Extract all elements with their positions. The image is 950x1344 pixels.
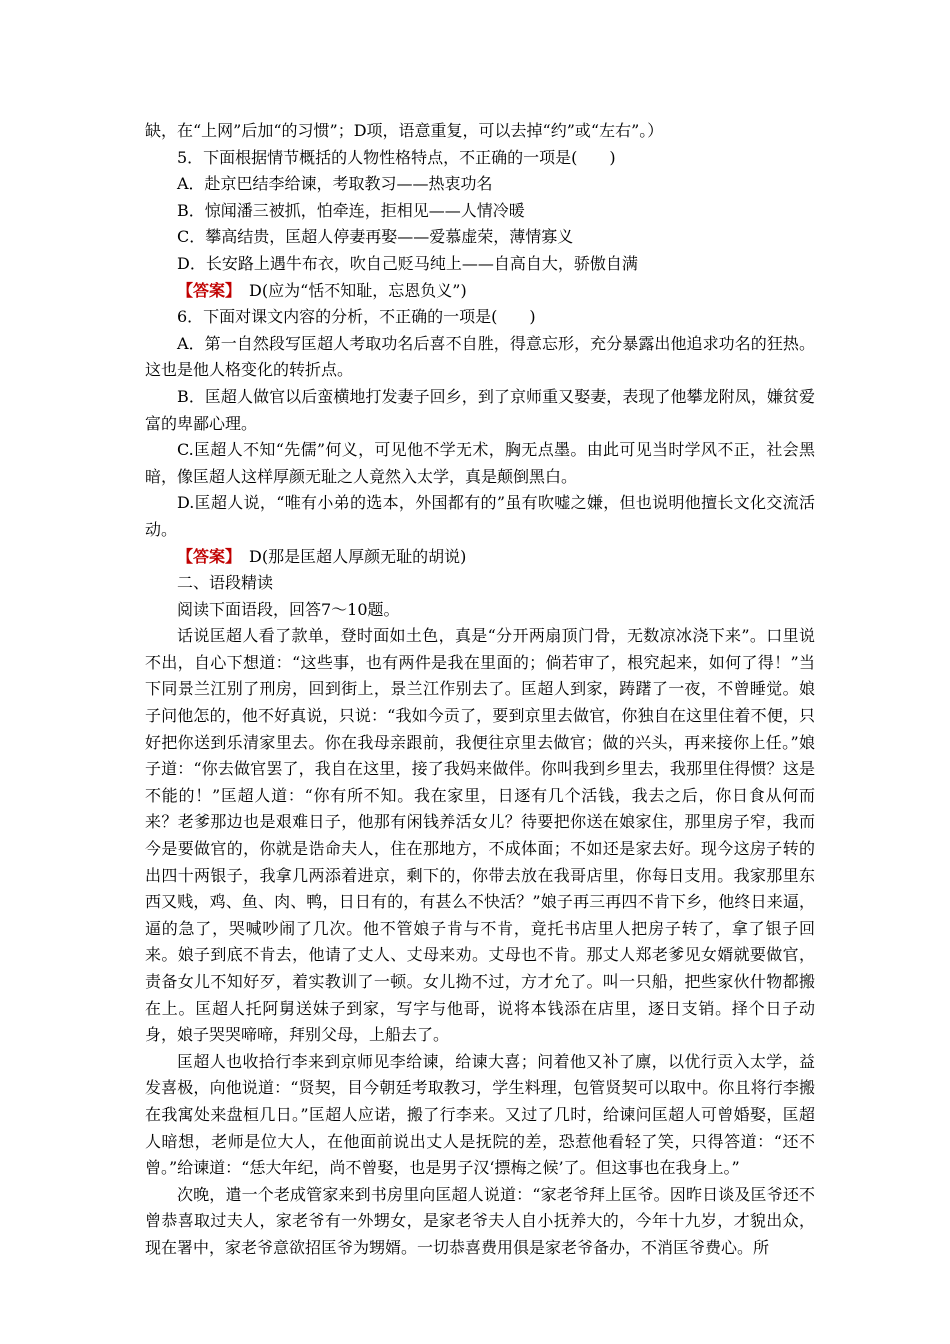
question-5-option-d: D．长安路上遇牛布衣，吹自己贬马纯上——自高自大，骄傲自满 [177,253,638,273]
reading-instruction: 阅读下面语段，回答7～10题。 [177,599,400,619]
passage-paragraph-1: 话说匡超人看了款单，登时面如土色，真是“分开两扇顶门骨，无数凉冰浇下来”。口里说不出，自心下想道：“这些事，也有两件是我在里面的；倘若审了，根究起来，如何了得！”当下同景兰江别了刑房，回到街上，景兰江作别去了。匡超人到家，踌躇了一夜，不曾睡觉。娘子问他怎的，他不好真说，只说：“我如今贡了，要到京里去做官，你独自在这里住着不便，只好把你送到乐清家里去。你在我母亲跟前，我便往京里去做官；做的兴头，再来接你上任。”娘子道：“你去做官罢了，我自在这里，接了我妈来做伴。你叫我到乡里去，我那里住得惯？这是不能的！”匡超人道：“你有所不知。我在家里，日逐有几个活钱，我去之后，你日食从何而来？老爹那边也是艰难日子，他那有闲钱养活女儿？待要把你送在娘家住，那里房子窄，我而今是要做官的，你就是诰命夫人，住在那地方，不成体面；不如还是家去好。现今这房子转的出四十两银子，我拿几两添着进京，剩下的，你带去放在我哥店里，你每日支用。我家那里东西又贱，鸡、鱼、肉、鸭，日日有的，有甚么不快活？”娘子再三再四不肯下乡，他终日来逼，逼的急了，哭喊吵闹了几次。他不管娘子肯与不肯，竟托书店里人把房子转了，拿了银子回来。娘子到底不肯去，他请了丈人、丈母来劝。丈母也不肯。那丈人郑老爹见女婿就要做官，责备女儿不知好歹，着实教训了一顿。女儿拗不过，方才允了。叫一只船，把些家伙什物都搬在上。匡超人托阿舅送妹子到家，写字与他哥，说将本钱添在店里，逐日支销。择个日子动身，娘子哭哭啼啼，拜别父母，上船去了。 [145,626,815,1045]
question-6-option-a: A．第一自然段写匡超人考取功名后喜不自胜，得意忘形，充分暴露出他追求功名的狂热。这也是他人格变化的转折点。 [145,333,815,380]
question-5-option-b: B．惊闻潘三被抓，怕牵连，拒相见——人情冷暖 [177,200,525,220]
question-6: 6．下面对课文内容的分析，不正确的一项是( ) [177,307,536,327]
passage-paragraph-3: 次晚，遣一个老成管家来到书房里向匡超人说道：“家老爷拜上匡爷。因昨日谈及匡爷还不曾恭喜取过夫人，家老爷有一外甥女，是家老爷夫人自小抚养大的，今年十九岁，才貌出众，现在署中，家老爷意欲招匡爷为甥婿。一切恭喜费用俱是家老爷备办，不消匡爷费心。所 [145,1184,815,1257]
answer-6-text: D(那是匡超人厚颜无耻的胡说) [233,546,467,566]
answer-label: 【答案】 [177,546,234,566]
question-6-option-c: C.匡超人不知“先儒”何义，可见他不学无术，胸无点墨。由此可见当时学风不正，社会黑暗，像匡超人这样厚颜无耻之人竟然入太学，真是颠倒黑白。 [145,440,815,486]
question-5: 5．下面根据情节概括的人物性格特点，不正确的一项是( ) [177,147,616,167]
answer-6 [145,544,815,571]
answer-5-text: D(应为“恬不知耻，忘恩负义”) [233,280,467,300]
text-line-carryover: 缺，在“上网”后加“的习惯”；D项，语意重复，可以去掉“约”或“左右”。） [145,121,664,140]
answer-label: 【答案】 [177,280,234,300]
question-5-option-a: A．赴京巴结李给谏，考取教习——热衷功名 [177,174,493,194]
answer-5 [145,278,815,305]
passage-paragraph-2: 匡超人也收拾行李来到京师见李给谏，给谏大喜；问着他又补了廪，以优行贡入太学，益发喜极，向他说道：“贤契，目今朝廷考取教习，学生料理，包管贤契可以取中。你且将行李搬在我寓处来盘桓几日。”匡超人应诺，搬了行李来。又过了几时，给谏问匡超人可曾婚娶，匡超人暗想，老师是位大人，在他面前说出丈人是抚院的差，恐惹他看轻了笑，只得答道：“还不曾。”给谏道：“恁大年纪，尚不曾娶，也是男子汉‘摽梅之候’了。但这事也在我身上。” [145,1051,815,1178]
question-5-option-c: C．攀高结贵，匡超人停妻再娶——爱慕虚荣，薄情寡义 [177,227,574,247]
question-6-option-d: D.匡超人说，“唯有小弟的选本，外国都有的”虽有吹嘘之嫌，但也说明他擅长文化交流活动。 [145,493,815,539]
question-6-option-b: B．匡超人做官以后蛮横地打发妻子回乡，到了京师重又娶妻，表现了他攀龙附凤，嫌贫爱富的卑鄙心理。 [145,386,815,433]
document-page [145,118,815,1262]
section-heading: 二、语段精读 [177,573,274,593]
